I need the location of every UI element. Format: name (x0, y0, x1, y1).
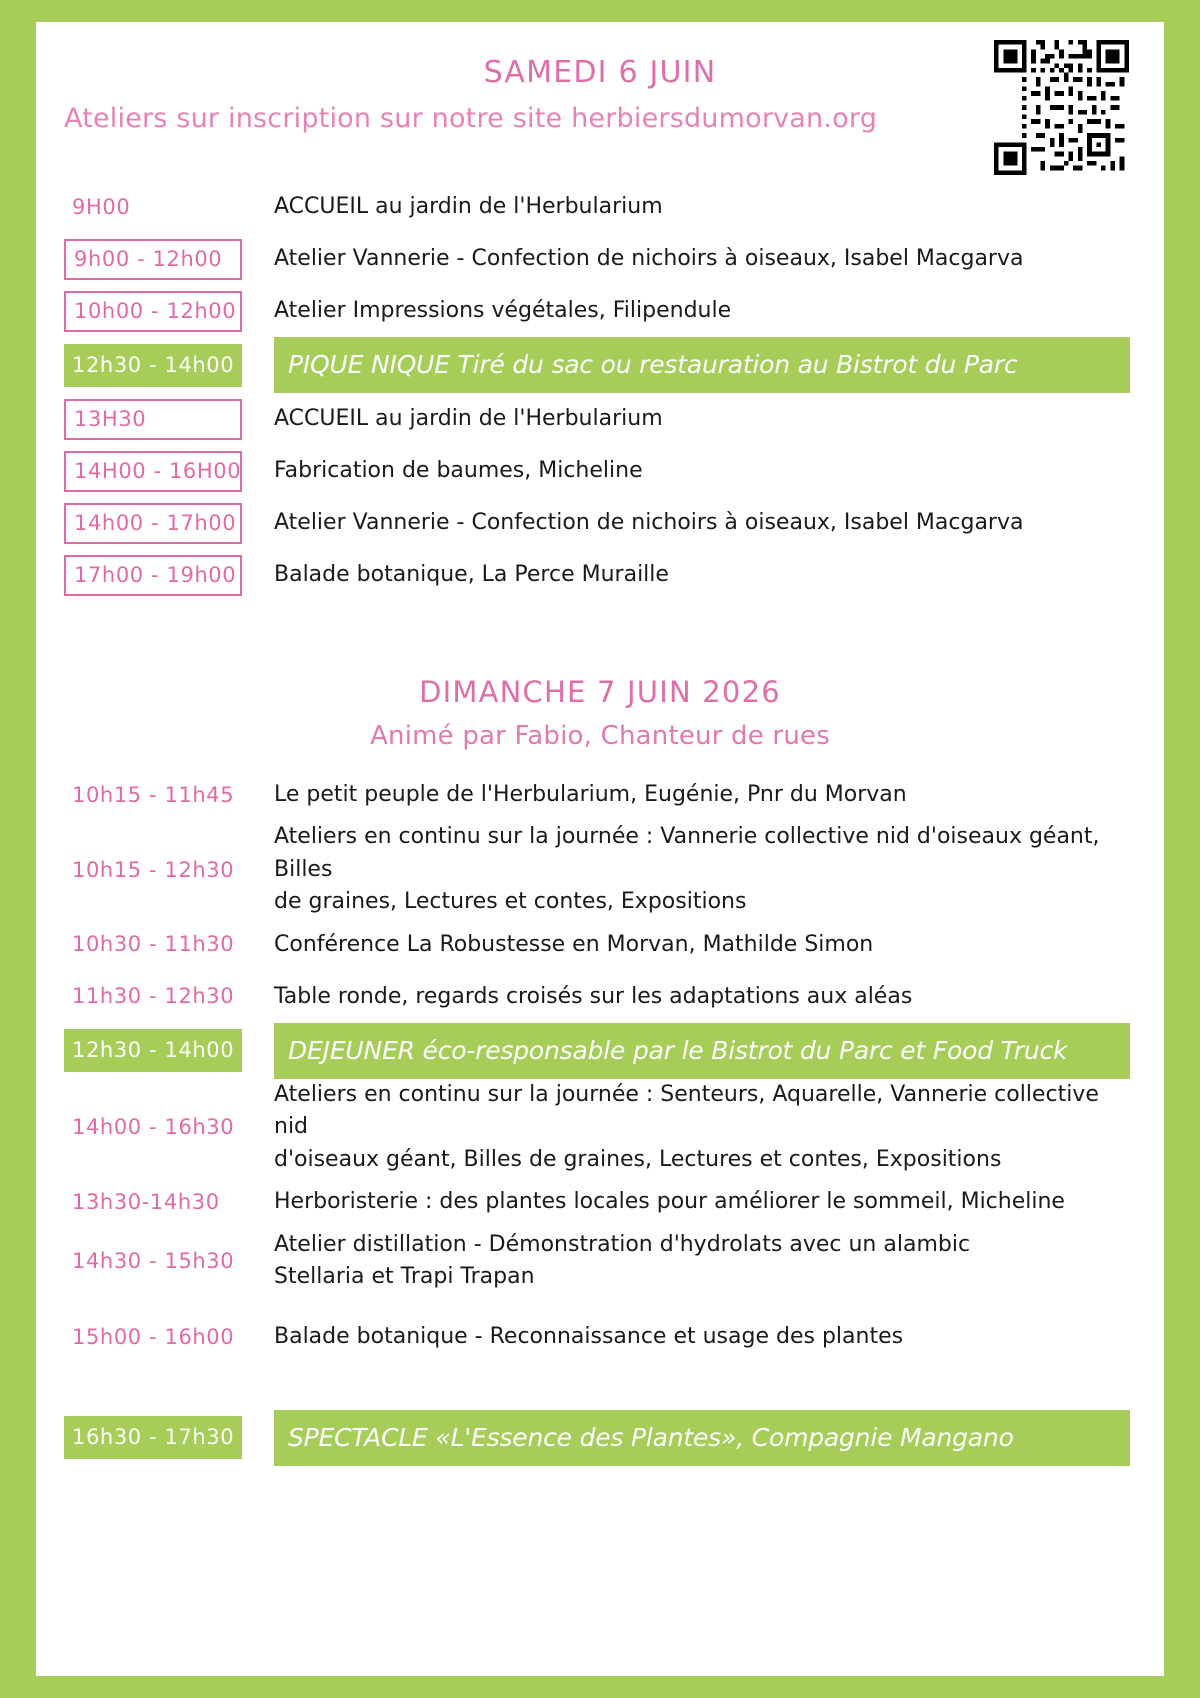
description-line-2: de graines, Lectures et contes, Expositions (274, 889, 747, 915)
qr-code[interactable] (994, 40, 1129, 175)
time-label: 14h30 - 15h30 (72, 1248, 235, 1273)
event-description (242, 821, 1136, 919)
time-label: 12h30 - 14h00 (64, 1029, 242, 1072)
table-row (64, 1229, 1136, 1294)
time-label: 17h00 - 19h00 (64, 555, 242, 596)
spacer (36, 751, 1164, 769)
time-label: 14h00 - 16h30 (72, 1115, 235, 1140)
spacer (36, 601, 1164, 675)
time-label: 9h00 - 12h00 (64, 239, 242, 280)
time-label: 13h30-14h30 (72, 1190, 220, 1215)
poster-page (36, 22, 1164, 1676)
event-description: DEJEUNER éco-responsable par le Bistrot du Parc et Food Truck (274, 1023, 1130, 1079)
table-row (64, 821, 1136, 919)
saturday-title: SAMEDI 6 JUIN (483, 55, 717, 90)
time-label: 10h00 - 12h00 (64, 291, 242, 332)
event-description: Atelier Impressions végétales, Filipendule (274, 298, 732, 324)
table-row (64, 1312, 1136, 1364)
sunday-subtitle: Animé par Fabio, Chanteur de rues (370, 721, 830, 752)
event-description: ACCUEIL au jardin de l'Herbularium (274, 194, 663, 220)
event-description: Balade botanique, La Perce Muraille (274, 562, 669, 588)
sunday-title: DIMANCHE 7 JUIN 2026 (419, 675, 781, 710)
event-description: Balade botanique - Reconnaissance et usage des plantes (274, 1324, 904, 1350)
table-row (64, 233, 1136, 285)
table-row (64, 1079, 1136, 1177)
table-row-highlight (64, 337, 1136, 393)
spacer (64, 1364, 1136, 1410)
table-row (64, 549, 1136, 601)
spacer (64, 1294, 1136, 1312)
description-line-1: Ateliers en continu sur la journée : Senteurs, Aquarelle, Vannerie collective nid (274, 1081, 1099, 1140)
event-description: Herboristerie : des plantes locales pour améliorer le sommeil, Micheline (274, 1189, 1065, 1215)
table-row (64, 497, 1136, 549)
time-label: 13H30 (64, 399, 242, 440)
time-label: 10h15 - 12h30 (72, 857, 235, 882)
time-label: 12h30 - 14h00 (64, 344, 242, 387)
table-row (64, 971, 1136, 1023)
table-row-highlight (64, 1023, 1136, 1079)
description-line-1: Ateliers en continu sur la journée : Vannerie collective nid d'oiseaux géant, Billes (274, 824, 1100, 882)
table-row (64, 285, 1136, 337)
event-description: Conférence La Robustesse en Morvan, Mathilde Simon (274, 931, 874, 957)
table-row (64, 393, 1136, 445)
time-label: 10h15 - 11h45 (72, 782, 235, 807)
table-row (64, 181, 1136, 233)
time-label: 14H00 - 16H00 (64, 451, 242, 492)
event-description (242, 1229, 1136, 1294)
sunday-schedule (36, 769, 1164, 1465)
saturday-schedule (36, 181, 1164, 601)
time-label: 14h00 - 17h00 (64, 503, 242, 544)
event-description: SPECTACLE «L'Essence des Plantes», Compagnie Mangano (274, 1410, 1130, 1466)
time-label: 10h30 - 11h30 (72, 932, 235, 957)
qr-code-icon (994, 40, 1129, 175)
event-description: PIQUE NIQUE Tiré du sac ou restauration au Bistrot du Parc (274, 337, 1130, 393)
table-row (64, 1177, 1136, 1229)
time-label: 11h30 - 12h30 (72, 984, 235, 1009)
description-line-2: Stellaria et Trapi Trapan (274, 1264, 535, 1290)
event-description (242, 1079, 1136, 1177)
table-row (64, 919, 1136, 971)
event-description: Fabrication de baumes, Micheline (274, 458, 643, 484)
event-description: ACCUEIL au jardin de l'Herbularium (274, 406, 663, 432)
saturday-subtitle: Ateliers sur inscription sur notre site herbiersdumorvan.org (64, 103, 878, 134)
table-row (64, 769, 1136, 821)
time-label: 16h30 - 17h30 (64, 1416, 242, 1459)
time-label: 15h00 - 16h00 (72, 1325, 235, 1350)
event-description: Atelier Vannerie - Confection de nichoirs à oiseaux, Isabel Macgarva (274, 510, 1024, 536)
description-line-2: d'oiseaux géant, Billes de graines, Lectures et contes, Expositions (274, 1147, 1002, 1173)
event-description: Le petit peuple de l'Herbularium, Eugénie, Pnr du Morvan (274, 782, 907, 807)
description-line-1: Atelier distillation - Démonstration d'hydrolats avec un alambic (274, 1231, 971, 1257)
time-label: 9H00 (72, 194, 131, 219)
table-row (64, 445, 1136, 497)
table-row-highlight (64, 1410, 1136, 1466)
event-description: Table ronde, regards croisés sur les adaptations aux aléas (274, 983, 913, 1009)
event-description: Atelier Vannerie - Confection de nichoirs à oiseaux, Isabel Macgarva (274, 246, 1024, 272)
